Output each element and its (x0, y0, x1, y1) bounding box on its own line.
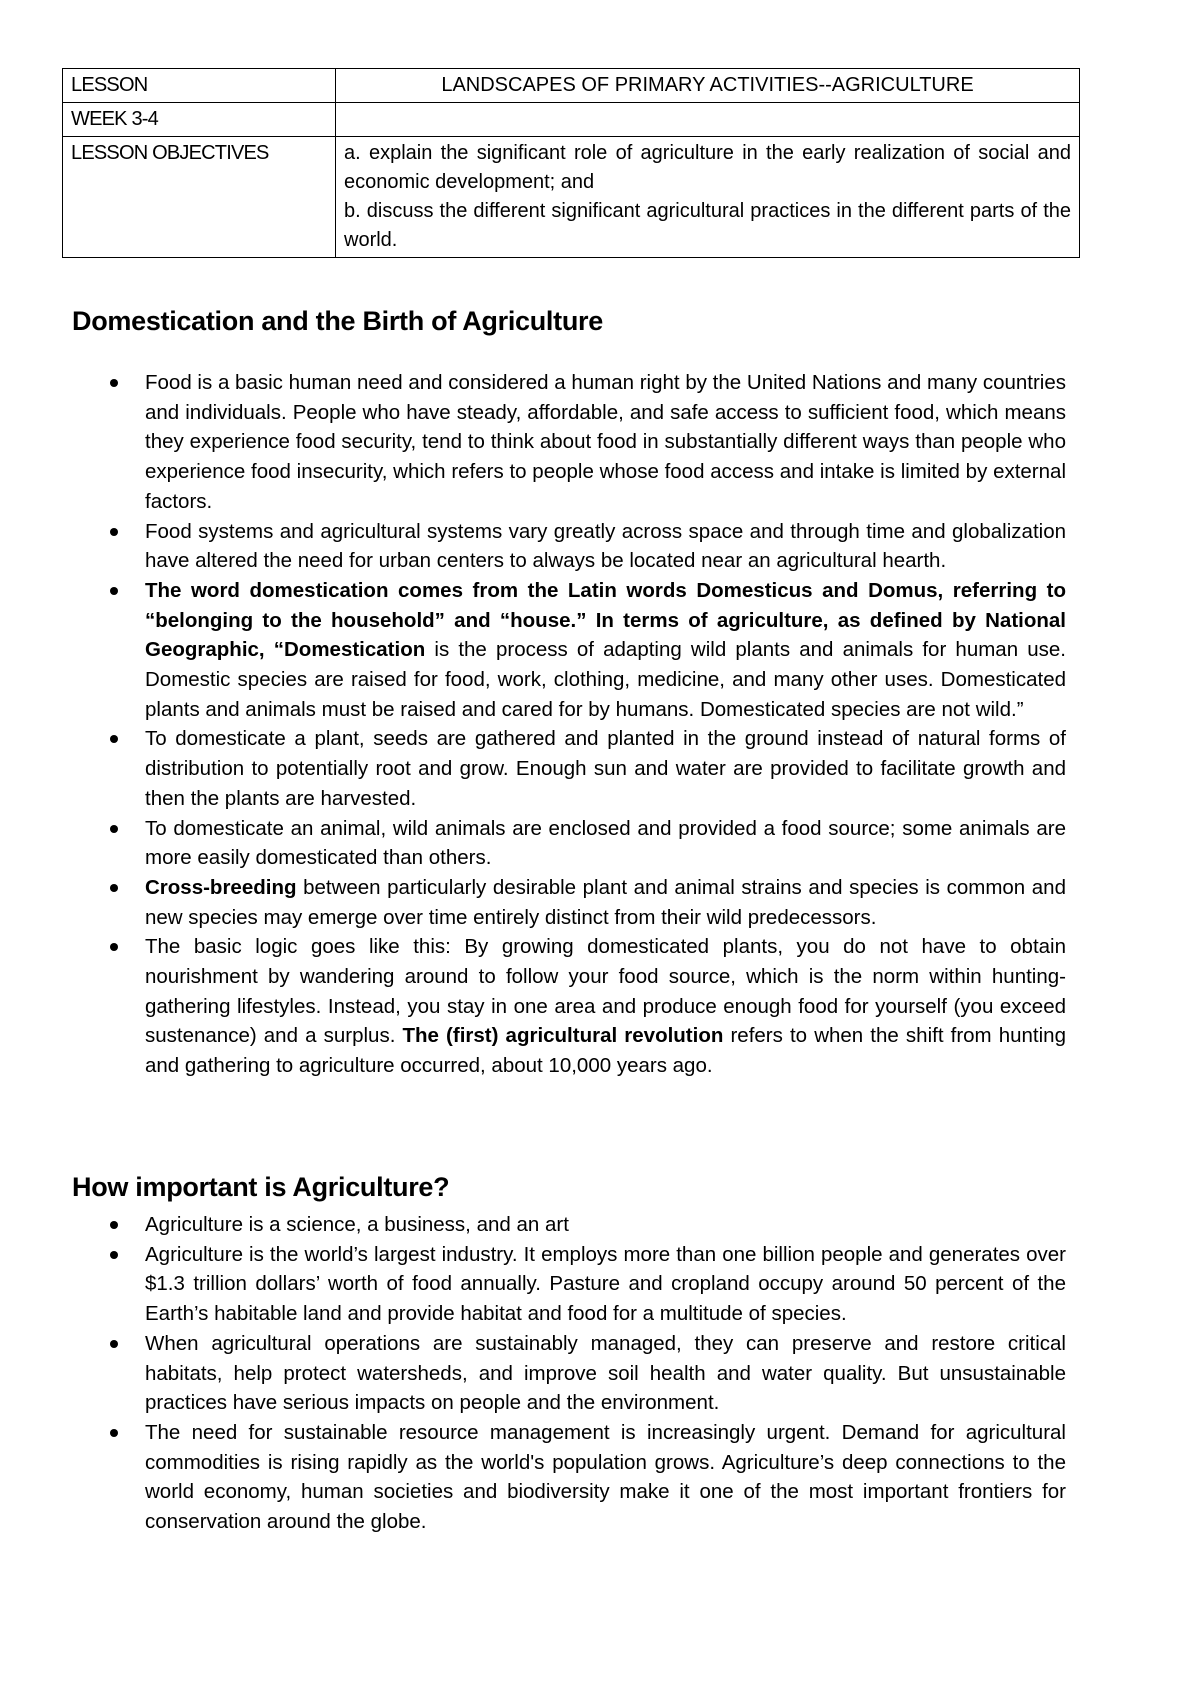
bullet-icon (110, 528, 118, 536)
list-item (72, 873, 1066, 932)
bullet-bold-text: The word domestication comes from the Latin words Domesticus and Domus, referring to “belonging to the household” and “house.” In terms of agriculture, as defined by National Geographic, “Domestication (145, 578, 1066, 662)
bullet-text: between particularly desirable plant and animal strains and species is common and new species may emerge over time entirely distinct from their wild predecessors. (145, 875, 1066, 929)
bullet-text: Agriculture is the world’s largest industry. It employs more than one billion people and generates over $1.3 trillion dollars’ worth of food annually. Pasture and cropland occupy around 50 percent of the Earth’s habitable land and provide habitat and food for a multitude of species. (145, 1242, 1066, 1326)
list-item (72, 814, 1066, 873)
bullet-text: refers to when the shift from hunting and gathering to agriculture occurred, about 10,000 years ago. (145, 1024, 1066, 1078)
list-item (72, 1418, 1066, 1537)
objectives-cell (336, 137, 1080, 258)
bullet-text: Agriculture is a science, a business, and an art (145, 1213, 569, 1236)
list-item (72, 1240, 1066, 1329)
week-value-cell (336, 103, 1080, 137)
bullet-icon (110, 1251, 118, 1259)
lesson-info-table (62, 68, 1080, 258)
bullet-icon (110, 1340, 118, 1348)
bullet-bold-text: Cross-breeding (145, 875, 297, 899)
list-item (72, 517, 1066, 576)
bullet-text: To domesticate a plant, seeds are gathered and planted in the ground instead of natural forms of distribution to potentially root and grow. Enough sun and water are provided to facilitate growth and then the plants are harvested. (145, 727, 1066, 810)
objectives-label: LESSON OBJECTIVES (63, 137, 336, 258)
bullet-icon (110, 1221, 118, 1229)
list-item (72, 724, 1066, 813)
bullet-icon (110, 825, 118, 833)
bullet-bold-text: The (first) agricultural revolution (402, 1024, 724, 1048)
section-heading-importance: How important is Agriculture? (72, 1172, 450, 1202)
bullet-icon (110, 1429, 118, 1437)
list-item (72, 932, 1066, 1081)
bullet-icon (110, 884, 118, 892)
domestication-bullet-list (72, 368, 1066, 1081)
bullet-icon (110, 379, 118, 387)
bullet-icon (110, 735, 118, 743)
objective-b: b. discuss the different significant agricultural practices in the different parts of the world. (344, 200, 1071, 251)
lesson-title: LANDSCAPES OF PRIMARY ACTIVITIES--AGRICULTURE (336, 69, 1080, 103)
list-item (72, 1329, 1066, 1418)
bullet-text: To domesticate an animal, wild animals are enclosed and provided a food source; some animals are more easily domesticated than others. (145, 816, 1066, 870)
week-row (63, 103, 1080, 137)
bullet-icon (110, 943, 118, 951)
section-heading-domestication: Domestication and the Birth of Agriculture (72, 306, 603, 336)
importance-bullet-list (72, 1210, 1066, 1537)
bullet-text: is the process of adapting wild plants and animals for human use. Domestic species are raised for food, work, clothing, medicine, and many other uses. Domesticated plants and animals must be raised and cared for by humans. Domesticated species are not wild.” (145, 638, 1066, 721)
lesson-label: LESSON (63, 69, 336, 103)
objectives-row (63, 137, 1080, 258)
list-item (72, 1210, 1066, 1240)
objective-a: a. explain the significant role of agriculture in the early realization of social and economic development; and (344, 142, 1071, 193)
bullet-text: The need for sustainable resource management is increasingly urgent. Demand for agricultural commodities is rising rapidly as the world's population grows. Agriculture’s deep connections to the world economy, human societies and biodiversity make it one of the most important frontiers for conservation around the globe. (145, 1420, 1066, 1534)
bullet-text: The basic logic goes like this: By growing domesticated plants, you do not have to obtain nourishment by wandering around to follow your food source, which is the norm within hunting-gathering lifestyles. Instead, you stay in one area and produce enough food for yourself (you exceed sustenance) and a surplus. (145, 935, 1066, 1048)
bullet-text: When agricultural operations are sustainably managed, they can preserve and restore critical habitats, help protect watersheds, and improve soil health and water quality. But unsustainable practices have serious impacts on people and the environment. (145, 1331, 1066, 1415)
list-item (72, 368, 1066, 517)
list-item (72, 576, 1066, 725)
bullet-text: Food systems and agricultural systems vary greatly across space and through time and globalization have altered the need for urban centers to always be located near an agricultural hearth. (145, 519, 1066, 573)
bullet-text: Food is a basic human need and considered a human right by the United Nations and many countries and individuals. People who have steady, affordable, and safe access to sufficient food, which means they experience food security, tend to think about food in substantially different ways than people who experience food insecurity, which refers to people whose food access and intake is limited by external factors. (145, 371, 1066, 513)
bullet-icon (110, 587, 118, 595)
lesson-row (63, 69, 1080, 103)
week-label: WEEK 3-4 (63, 103, 336, 137)
